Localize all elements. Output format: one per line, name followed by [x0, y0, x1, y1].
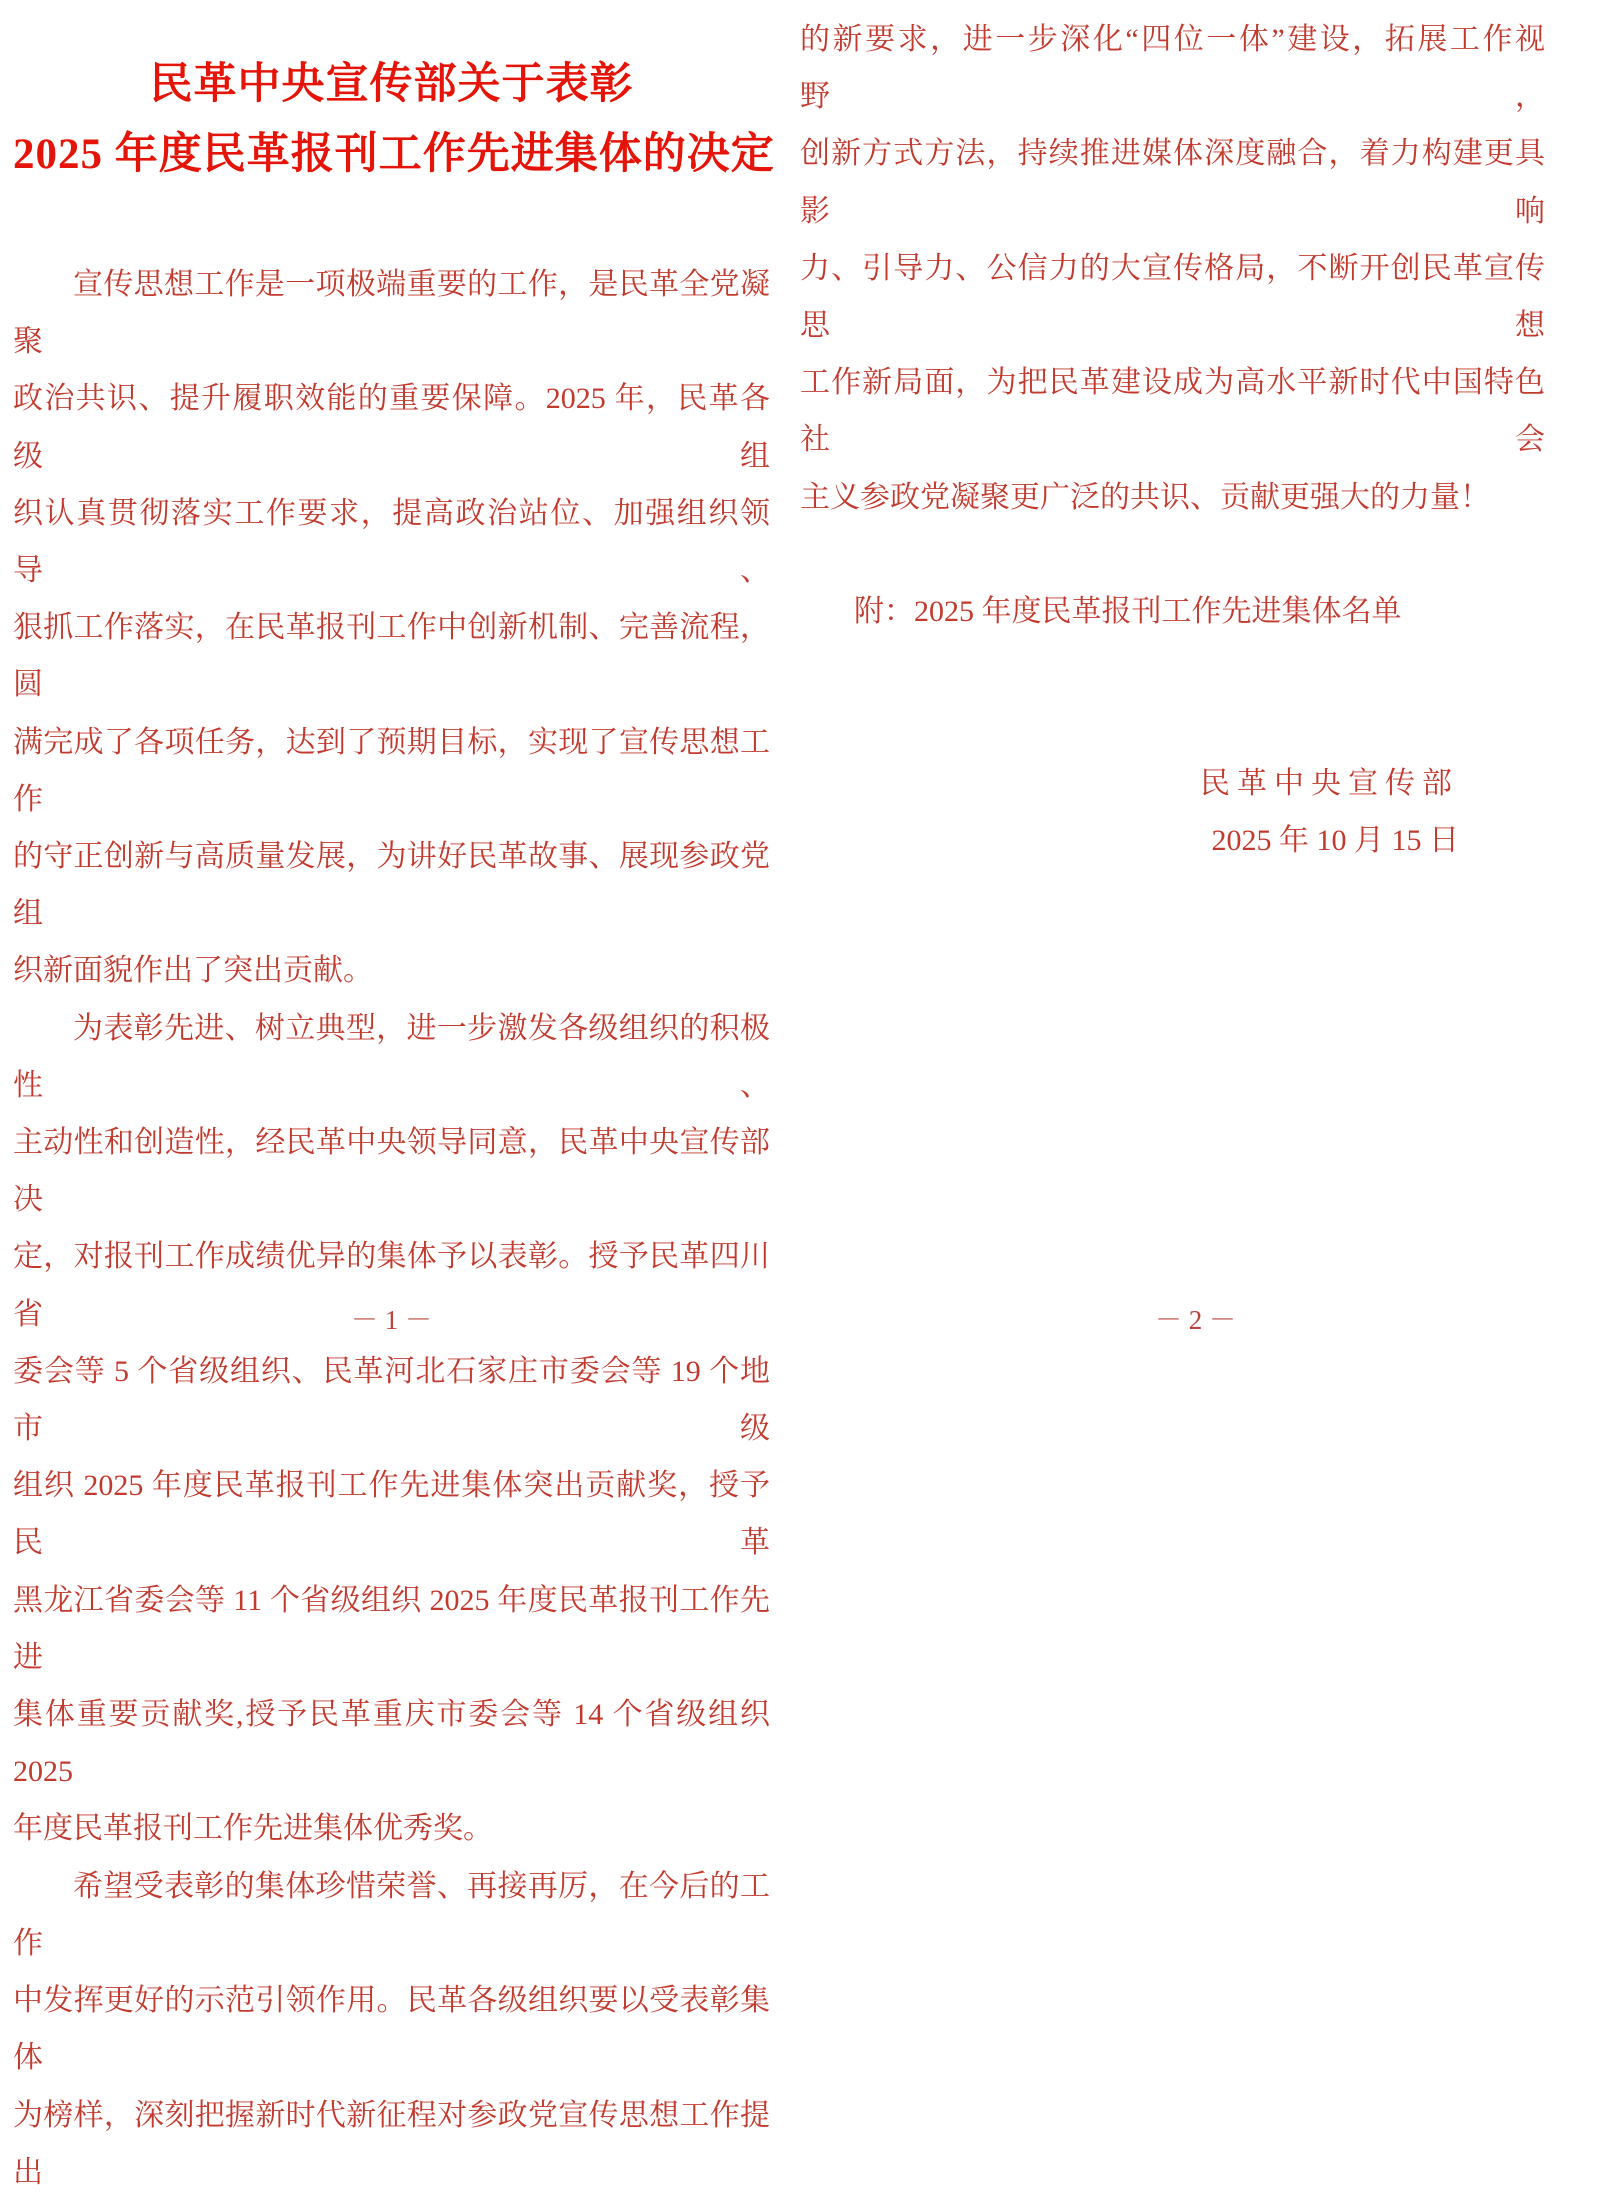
text-line	[800, 640, 1545, 697]
text-line: 希望受表彰的集体珍惜荣誉、再接再厉，在今后的工作	[13, 1869, 770, 1960]
page-2-number: － 2 －	[1155, 1305, 1236, 1335]
text-line	[800, 526, 1545, 583]
text-line: 中发挥更好的示范引领作用。民革各级组织要以受表彰集体	[13, 1984, 770, 2075]
text-line: 组织 2025 年度民革报刊工作先进集体突出贡献奖，授予民革	[13, 1469, 770, 1560]
page-2	[800, 0, 1545, 1350]
text-line: 年度民革报刊工作先进集体优秀奖。	[13, 1812, 493, 1846]
text-line: 定，对报刊工作成绩优异的集体予以表彰。授予民革四川省	[13, 1240, 770, 1331]
text-line: 狠抓工作落实，在民革报刊工作中创新机制、完善流程，圆	[13, 611, 770, 702]
text-line: 宣传思想工作是一项极端重要的工作，是民革全党凝聚	[13, 268, 770, 359]
text-line: 为榜样，深刻把握新时代新征程对参政党宣传思想工作提出	[13, 2098, 770, 2189]
text-line: 民革中央宣传部	[1200, 766, 1459, 800]
page-1	[13, 0, 775, 2189]
page-2-body	[800, 0, 1545, 869]
text-line: 的新要求，进一步深化“四位一体”建设，拓展工作视野，	[800, 23, 1545, 114]
text-line: 为表彰先进、树立典型，进一步激发各级组织的积极性、	[13, 1011, 770, 1102]
text-line: 织新面貌作出了突出贡献。	[13, 954, 373, 988]
text-line: 织认真贯彻落实工作要求，提高政治站位、加强组织领导、	[13, 496, 770, 588]
title-line-1: 民革中央宣传部关于表彰	[149, 61, 634, 108]
text-line: 力、引导力、公信力的大宣传格局，不断开创民革宣传思想	[800, 251, 1545, 343]
text-line: 集体重要贡献奖,授予民革重庆市委会等 14 个省级组织 2025	[13, 1698, 770, 1789]
text-line: 委会等 5 个省级组织、民革河北石家庄市委会等 19 个地市级	[13, 1354, 770, 1446]
text-line: 满完成了各项任务，达到了预期目标，实现了宣传思想工作	[13, 725, 770, 816]
text-line: 黑龙江省委会等 11 个省级组织 2025 年度民革报刊工作先进	[13, 1583, 770, 1674]
text-line: 主动性和创造性，经民革中央领导同意，民革中央宣传部决	[13, 1126, 770, 1217]
page-1-number: － 1 －	[351, 1305, 432, 1335]
text-line: 创新方式方法，持续推进媒体深度融合，着力构建更具影响	[800, 137, 1545, 228]
text-line: 主义参政党凝聚更广泛的共识、贡献更强大的力量！	[800, 480, 1490, 514]
text-line: 的守正创新与高质量发展，为讲好民革故事、展现参政党组	[13, 840, 770, 931]
text-line: 附：2025 年度民革报刊工作先进集体名单	[854, 595, 1402, 629]
text-line	[800, 697, 1545, 754]
text-line: 2025 年 10 月 15 日	[1211, 823, 1459, 857]
title-line-2: 2025 年度民革报刊工作先进集体的决定	[13, 131, 775, 178]
document-title	[13, 0, 775, 190]
text-line: 政治共识、提升履职效能的重要保障。2025 年，民革各级组	[13, 382, 770, 473]
page-1-body	[13, 256, 770, 2201]
text-line: 工作新局面，为把民革建设成为高水平新时代中国特色社会	[800, 366, 1545, 457]
